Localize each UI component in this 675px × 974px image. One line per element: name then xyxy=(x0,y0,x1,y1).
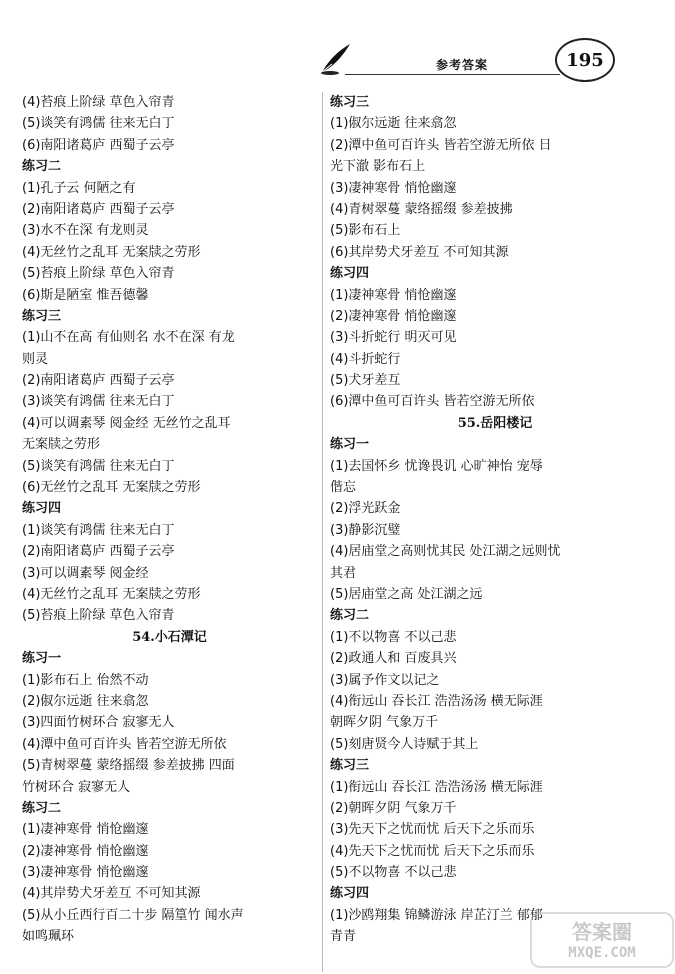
answer-line: (4)其岸势犬牙差互 不可知其源 xyxy=(22,886,201,902)
answer-line: (3)谈笑有鸿儒 往来无白丁 xyxy=(22,394,175,410)
answer-line: (3)水不在深 有龙则灵 xyxy=(22,223,149,239)
answer-line: (4)可以调素琴 阅金经 无丝竹之乱耳 xyxy=(22,415,231,431)
answer-line: (3)斗折蛇行 明灭可见 xyxy=(330,330,457,346)
lesson-title: 54.小石潭记 xyxy=(132,629,207,645)
answer-line: (1)俶尔远逝 往来翕忽 xyxy=(330,116,457,132)
answer-line: (5)不以物喜 不以己悲 xyxy=(330,865,457,881)
answer-line: 其君 xyxy=(330,565,357,581)
left-column xyxy=(22,92,317,948)
answer-line: (1)影布石上 佁然不动 xyxy=(22,672,149,688)
answer-line: (1)孔子云 何陋之有 xyxy=(22,180,136,196)
answer-line: (3)可以调素琴 阅金经 xyxy=(22,565,149,581)
section-heading: 练习四 xyxy=(22,501,62,517)
answer-line: (1)山不在高 有仙则名 水不在深 有龙 xyxy=(22,330,235,346)
answer-line: (4)潭中鱼可百许头 皆若空游无所依 xyxy=(22,736,227,752)
section-heading: 练习三 xyxy=(22,308,62,324)
column-divider xyxy=(322,92,323,972)
answer-line: (1)不以物喜 不以己悲 xyxy=(330,629,457,645)
answer-line: 偕忘 xyxy=(330,480,357,496)
answer-line: (1)衔远山 吞长江 浩浩汤汤 横无际涯 xyxy=(330,779,543,795)
section-heading: 练习三 xyxy=(330,758,370,774)
answer-line: (3)先天下之忧而忧 后天下之乐而乐 xyxy=(330,822,535,838)
answer-line: (3)静影沉璧 xyxy=(330,522,401,538)
section-heading: 练习一 xyxy=(330,437,370,453)
lesson-title: 55.岳阳楼记 xyxy=(457,415,533,431)
answer-line: (5)苔痕上阶绿 草色入帘青 xyxy=(22,608,175,624)
section-heading: 练习四 xyxy=(330,266,370,282)
answer-line: 光下澈 影布石上 xyxy=(330,159,426,175)
watermark-bottom-text: MXQE.COM xyxy=(568,945,636,961)
answer-line: (2)南阳诸葛庐 西蜀子云亭 xyxy=(22,201,175,217)
answer-line: (1)去国怀乡 忧谗畏讥 心旷神怡 宠辱 xyxy=(330,458,543,474)
answer-line: (1)凄神寒骨 悄怆幽邃 xyxy=(330,287,457,303)
answer-line: (6)无丝竹之乱耳 无案牍之劳形 xyxy=(22,480,201,496)
answer-line: (4)先天下之忧而忧 后天下之乐而乐 xyxy=(330,843,535,859)
answer-line: (6)潭中鱼可百许头 皆若空游无所依 xyxy=(330,394,535,410)
answer-line: (4)居庙堂之高则忧其民 处江湖之远则忧 xyxy=(330,544,561,560)
header-title: 参考答案 xyxy=(436,58,489,72)
answer-line: (2)朝晖夕阴 气象万千 xyxy=(330,800,457,816)
answer-line: (2)潭中鱼可百许头 皆若空游无所依 日 xyxy=(330,137,552,153)
answer-line: (5)苔痕上阶绿 草色入帘青 xyxy=(22,266,175,282)
answer-line: (4)青树翠蔓 蒙络摇缀 参差披拂 xyxy=(330,201,513,217)
answer-line: (6)南阳诸葛庐 西蜀子云亭 xyxy=(22,137,175,153)
watermark-logo xyxy=(530,912,674,968)
answer-line: (5)谈笑有鸿儒 往来无白丁 xyxy=(22,458,175,474)
watermark-top-text: 答案圈 xyxy=(572,920,632,944)
answer-line: (2)南阳诸葛庐 西蜀子云亭 xyxy=(22,544,175,560)
page-number: 195 xyxy=(555,38,615,82)
answer-line: (2)俶尔远逝 往来翕忽 xyxy=(22,693,149,709)
answer-line: 青青 xyxy=(330,929,357,945)
header-rule xyxy=(345,74,560,75)
answer-line: (4)无丝竹之乱耳 无案牍之劳形 xyxy=(22,244,201,260)
answer-line: (4)衔远山 吞长江 浩浩汤汤 横无际涯 xyxy=(330,693,543,709)
quill-icon xyxy=(318,40,354,76)
answer-line: (5)影布石上 xyxy=(330,223,401,239)
answer-line: (2)政通人和 百废具兴 xyxy=(330,651,457,667)
answer-line: (5)青树翠蔓 蒙络摇缀 参差披拂 四面 xyxy=(22,758,235,774)
answer-line: (4)苔痕上阶绿 草色入帘青 xyxy=(22,95,175,110)
answer-line: 无案牍之劳形 xyxy=(22,437,101,453)
answer-line: (3)凄神寒骨 悄怆幽邃 xyxy=(330,180,457,196)
answer-line: (1)凄神寒骨 悄怆幽邃 xyxy=(22,822,149,838)
section-heading: 练习四 xyxy=(330,886,370,902)
right-column xyxy=(330,92,660,948)
answer-line: (5)犬牙差互 xyxy=(330,373,401,389)
answer-line: (6)斯是陋室 惟吾德馨 xyxy=(22,287,149,303)
answer-line: 则灵 xyxy=(22,351,49,367)
answer-line: (5)刻唐贤今人诗赋于其上 xyxy=(330,736,479,752)
answer-line: (4)无丝竹之乱耳 无案牍之劳形 xyxy=(22,586,201,602)
answer-line: (2)凄神寒骨 悄怆幽邃 xyxy=(22,843,149,859)
answer-line: (2)南阳诸葛庐 西蜀子云亭 xyxy=(22,373,175,389)
page-header xyxy=(0,0,675,92)
section-heading: 练习一 xyxy=(22,651,62,667)
answer-line: 竹树环合 寂寥无人 xyxy=(22,779,131,795)
answer-line: (3)属予作文以记之 xyxy=(330,672,440,688)
answer-line: (4)斗折蛇行 xyxy=(330,351,401,367)
answer-line: (5)从小丘西行百二十步 隔篁竹 闻水声 xyxy=(22,907,244,923)
answer-line: (1)沙鸥翔集 锦鳞游泳 岸芷汀兰 郁郁 xyxy=(330,907,543,923)
section-heading: 练习二 xyxy=(22,800,62,816)
answer-line: (3)四面竹树环合 寂寥无人 xyxy=(22,715,175,731)
answer-line: 如鸣珮环 xyxy=(22,929,75,945)
answer-line: (2)浮光跃金 xyxy=(330,501,401,517)
answer-line: (5)居庙堂之高 处江湖之远 xyxy=(330,586,483,602)
section-heading: 练习三 xyxy=(330,95,370,110)
answer-line: (2)凄神寒骨 悄怆幽邃 xyxy=(330,308,457,324)
section-heading: 练习二 xyxy=(22,159,62,175)
answer-line: (3)凄神寒骨 悄怆幽邃 xyxy=(22,865,149,881)
section-heading: 练习二 xyxy=(330,608,370,624)
answer-line: (1)谈笑有鸿儒 往来无白丁 xyxy=(22,522,175,538)
answer-line: 朝晖夕阴 气象万千 xyxy=(330,715,439,731)
answer-line: (6)其岸势犬牙差互 不可知其源 xyxy=(330,244,509,260)
answer-line: (5)谈笑有鸿儒 往来无白丁 xyxy=(22,116,175,132)
